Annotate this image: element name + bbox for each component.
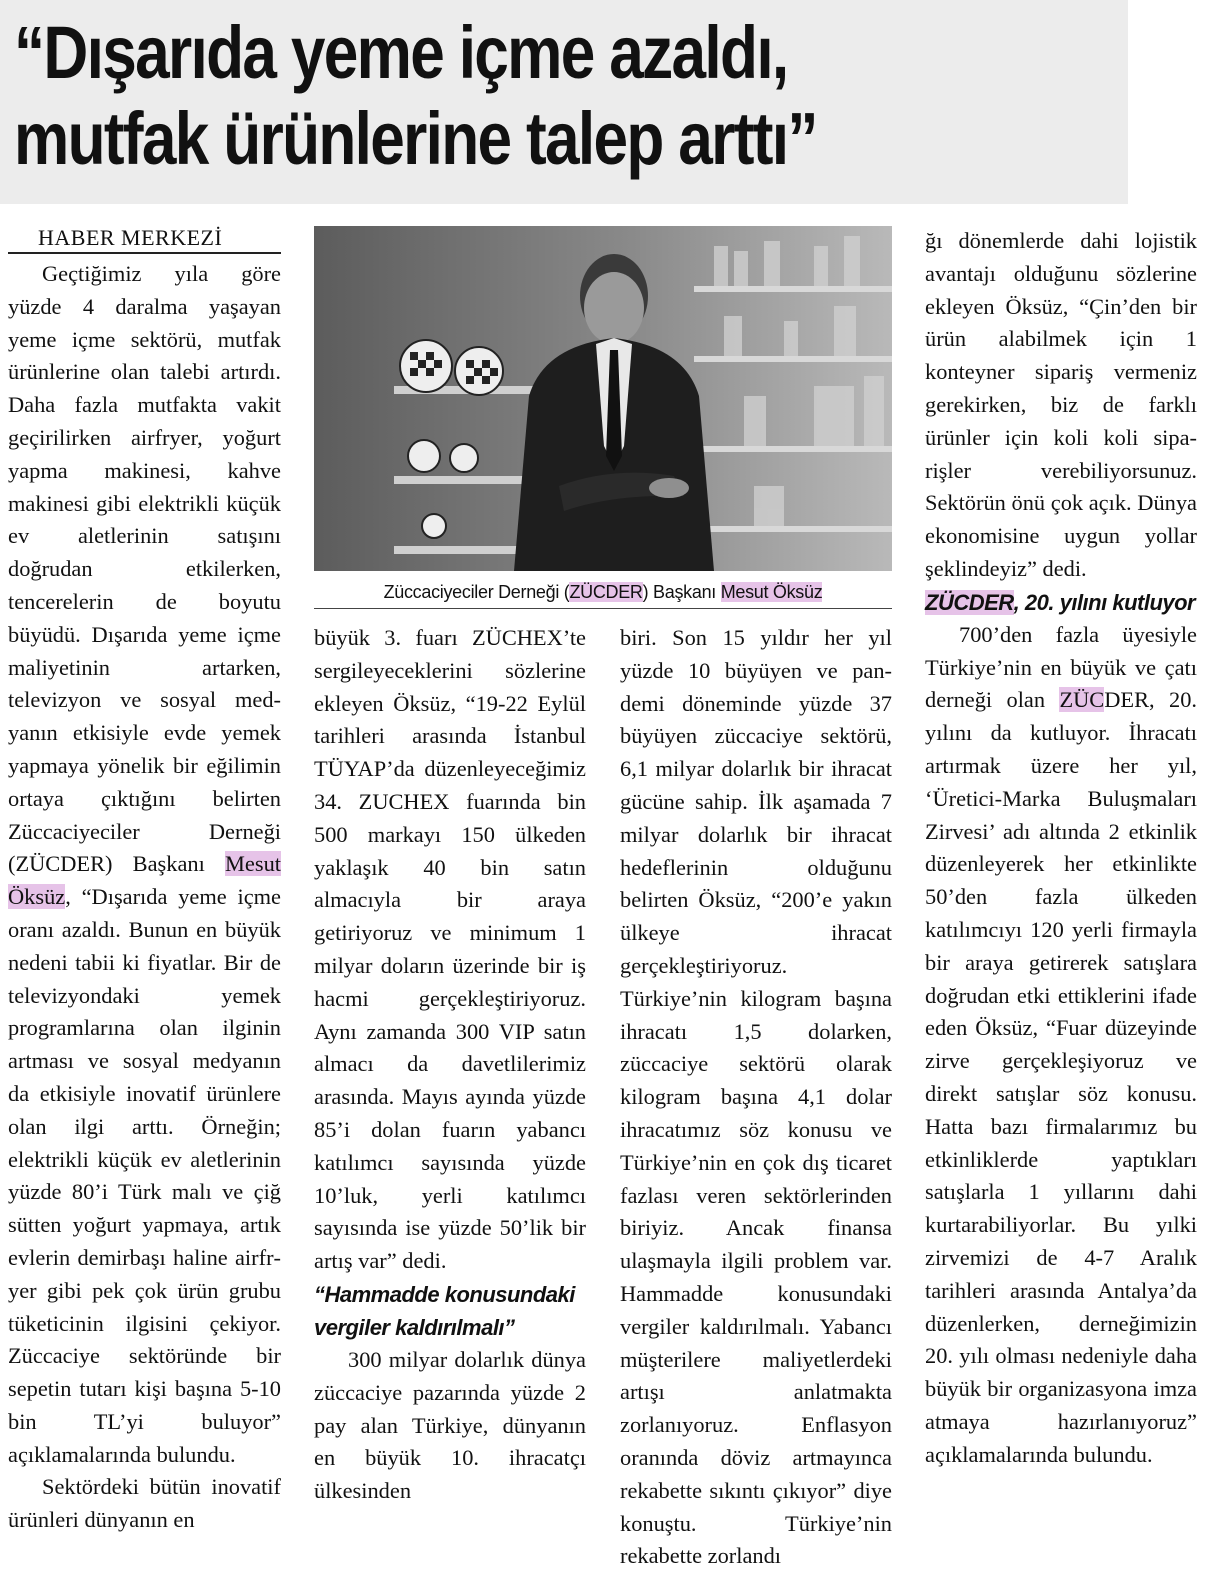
text-run: DER, 20. yılını da kutluyor. İhracatı artırmak üzere her yıl, ‘Üretici-Marka Buluşmaları Zirvesi’ adı altında 2 etkinlik düzenleyerek her etkinlikte 50’den fazla ülkeden katılımcıyı 120 yerli firmayla bir araya getirerek satışlara doğrudan etki ettiklerini ifade eden Öksüz, “Fuar düzeyinde zirve gerçekleşiyoruz ve direkt satışlar söz konusu. Hatta bazı firmalarımız bu etkinliklerde yaptıkları satışlarla 1 yıllarını dahi kurtarabiliyorlar. Bu yılki zirvemizi de 4-7 Aralık tarihleri arasında Antalya’da düzenlerken, derneğimizin 20. yılı olması nedeniyle daha büyük bir organizasyona imza atmaya hazırlanıyoruz” açıklamalarında bulundu. <box>925 687 1197 1467</box>
paragraph: büyük 3. fuarı ZÜCHEX’te sergileyeceklerini sözlerine ekleyen Öksüz, “19-22 Eylül tarihleri arasında İstanbul TÜYAP’da düzenleyeceğimiz 34. ZUCHEX fuarında bin 500 markayı 150 ülkeden yaklaşık 40 bin satın almacıyla bir araya getiriyoruz ve minimum 1 milyar doların üzerinde bir iş hacmi gerçekleştiriyoruz. Aynı zamanda 300 VIP satın almacı da davetlilerimiz arasında. Mayıs ayında yüzde 85’i dolan fuarın yabancı katılımcı sayısında yüzde 10’luk, yerli katılımcı sayısında ise yüzde 50’lik bir artış var” dedi. <box>314 625 586 1274</box>
paragraph <box>8 258 281 1471</box>
text-run: , “Dışarıda yeme içme oranı azaldı. Bunun en büyük nedeni tabii ki fiyatlar. Bir de televizyondaki yemek programlarına olan ilginin artması ve sosyal medyanın da etkisiyle inovatif ürünlere olan ilgi arttı. Örneğin; elektrikli küçük ev aletlerinin yüzde 80’i Türk malı ve çiğ sütten yoğurt yapmaya, artık evlerin demirbaşı haline airfryer gibi pek çok ürün grubu tüketicinin ilgisini çekiyor. Züccaciye sektöründe bir sepetin tutarı kişi başına 5-10 bin TL’yi buluyor” açıklamalarında bulundu. <box>8 884 281 1467</box>
paragraph: biri. Son 15 yıldır her yıl yüzde 10 büyüyen ve pandemi döneminde yüzde 37 büyüyen züccaciye sektörü, 6,1 milyar dolarlık bir ihracat gücüne sahip. İlk aşamada 7 milyar dolarlık bir ihracat hedeflerinin olduğunu belirten Öksüz, “200’e yakın ülkeye ihracat gerçekleştiriyoruz. Türkiye’nin kilogram başına ihracatı 1,5 dolarken, züccaciye sektörü olarak kilogram başına 4,1 dolar ihracatımız söz konusu ve Türkiye’nin en çok dış ticaret fazlası veren sektörlerinden biriyiz. Ancak finansa ulaşmayla ilgili problem var. Hammadde konusundaki vergiler kaldırılmalı. Yabancı müşterilere maliyetlerdeki artışı anlatmakta zorlanıyoruz. Enflasyon oranında döviz artmayınca rekabette sıkıntı çıkıyor” diye konuştu. Türkiye’nin rekabette zorlandı <box>620 625 892 1569</box>
article-column-3 <box>620 622 892 1573</box>
caption-text: ) Başkanı <box>642 582 721 602</box>
caption-text: Züccaciyeciler Derneği ( <box>383 582 570 602</box>
paragraph: Sektördeki bütün inovatif ürünleri dünyanın en <box>8 1474 281 1533</box>
paragraph <box>925 619 1197 1472</box>
subheading <box>925 586 1197 619</box>
caption-name: Mesut Öksüz <box>720 582 823 602</box>
text-run: Geçtiğimiz yıla göre yüzde 4 daralma yaşayan yeme içme sektörü, mutfak ürünlerine olan talebi artırdı. Daha fazla mutfakta vakit geçirilirken airfryer, yoğurt yapma makinesi, kahve makinesi gibi elektrikli küçük ev aletlerinin satışını doğrudan etkilerken, tencerelerin de boyutu büyüdü. Dışarıda yeme içme maliyetinin artarken, televizyon ve sosyal medyanın etkisiyle evde yemek yapmaya yönelik bir eğilimin ortaya çıktığını belirten Züccaciyeciler Derneği (ZÜCDER) Başkanı <box>8 261 281 877</box>
subheading-org: ZÜCDER <box>925 589 1014 615</box>
subheading: “Hammadde konusundaki vergiler kaldırılmalı” <box>314 1281 575 1340</box>
photo-illustration <box>314 226 892 571</box>
caption-org: ZÜCDER <box>569 582 643 602</box>
headline-line-1: “Dışarıda yeme içme azaldı, <box>14 11 788 94</box>
paragraph: ğı dönemlerde dahi lojistik avantajı olduğunu sözlerine ekleyen Öksüz, “Çin’den bir ürün alabilmek için 1 konteyner sipariş vermeniz gerekirken, biz de farklı ürünler için koli koli siparişler verebiliyorsunuz. Sektörün önü çok açık. Dünya ekonomisine uygun yollar şeklindeyiz” dedi. <box>925 228 1197 581</box>
headline <box>14 10 946 182</box>
paragraph: 300 milyar dolarlık dünya züccaciye pazarında yüzde 2 pay alan Türkiye, dünyanın en büyük 10. ihracatçı ülkesinden <box>314 1346 586 1504</box>
photo-caption <box>314 576 892 609</box>
subheading-text: , 20. yılını kutluyor <box>1013 589 1196 615</box>
headline-line-2: mutfak ürünlerine talep arttı” <box>14 97 817 180</box>
text-run: 700’den fazla üyesiyle Türkiye’nin en büyük ve çatı derneği olan <box>925 621 1197 713</box>
article-column-4 <box>925 225 1197 1471</box>
highlighted-name: Mesut Öksüz <box>8 851 281 910</box>
article-column-2 <box>314 622 586 1508</box>
article-column-1 <box>8 258 281 1537</box>
highlighted-org: ZÜC <box>1059 687 1105 713</box>
byline: HABER MERKEZİ <box>8 222 281 254</box>
portrait-photo <box>314 226 892 571</box>
